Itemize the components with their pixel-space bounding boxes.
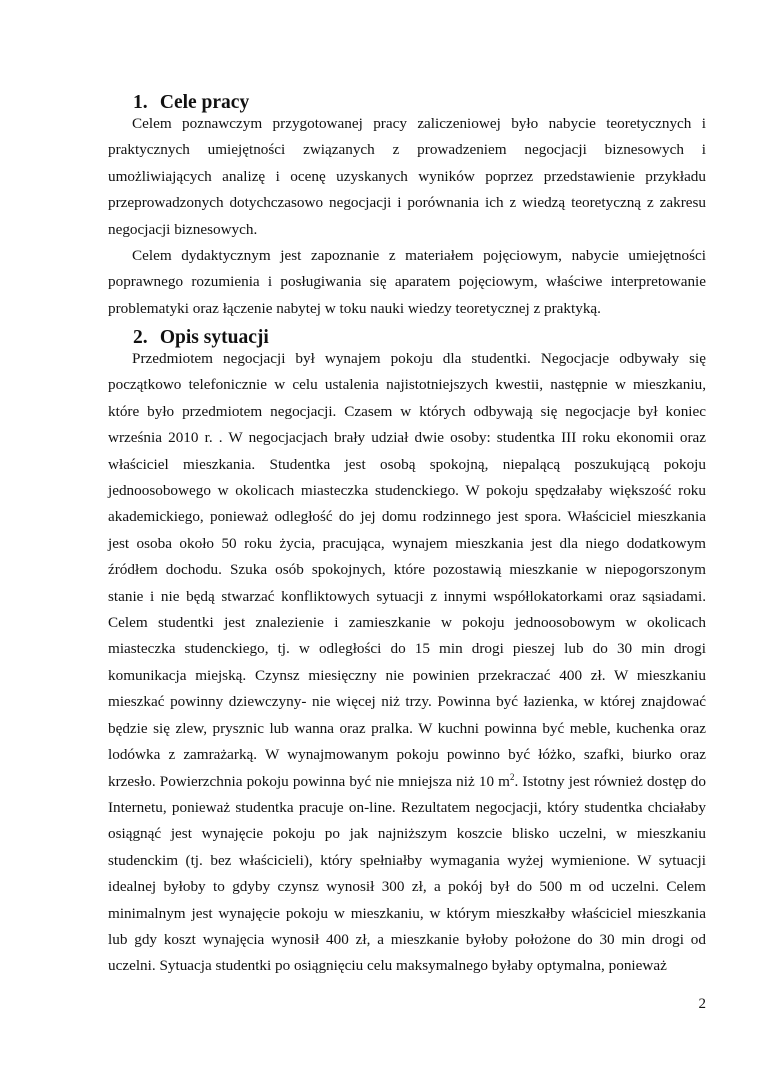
section-number: 2. (133, 327, 148, 348)
paragraph (108, 346, 706, 980)
paragraph: Celem dydaktycznym jest zapoznanie z materiałem pojęciowym, nabycie umiejętności poprawnego rozumienia i posługiwania się aparatem pojęciowym, właściwe interpretowanie problematyki oraz łączenie nabytej w toku nauki wiedzy teoretycznej z praktyką. (108, 247, 706, 317)
section-body-opis-sytuacji (108, 346, 706, 980)
superscript: 2 (510, 771, 515, 782)
section-number: 1. (133, 92, 148, 113)
paragraph: Celem poznawczym przygotowanej pracy zaliczeniowej było nabycie teoretycznych i praktycznych umiejętności związanych z prowadzeniem negocjacji biznesowych i umożliwiających analizę i ocenę uzyskanych wyników poprzez przedstawienie przykładu przeprowadzonych dotychczasowo negocjacji i porównania ich z wiedzą teoretyczną z zakresu negocjacji biznesowych. (108, 115, 706, 238)
section-title: Cele pracy (159, 92, 250, 113)
section-title: Opis sytuacji (159, 327, 269, 348)
paragraph-text: Przedmiotem negocjacji był wynajem pokoju dla studentki. Negocjacje odbywały się początkowo telefonicznie w celu ustalenia najistotniejszych kwestii, następnie w mieszkaniu, które było przedmiotem negocjacji. Czasem w których odbywają się negocjacje był koniec września 2010 r. . W negocjacjach brały udział dwie osoby: studentka III roku ekonomii oraz właściciel mieszkania. Studentka jest osobą spokojną, niepalącą poszukującą pokoju jednoosobowego w okolicach miasteczka studenckiego. W pokoju spędzałaby większość roku akademickiego, ponieważ odległość do jej domu rodzinnego jest spora. Właściciel mieszkania jest osoba około 50 roku życia, pracująca, wynajem mieszkania jest dla niego dodatkowym źródłem dochodu. Szuka osób spokojnych, które pozostawią mieszkanie w niepogorszonym stanie i nie będą stwarzać konfliktowych sytuacji z innymi współlokatorkami oraz sąsiadami. Celem studentki jest znalezienie i zamieszkanie w pokoju jednoosobowym w okolicach miasteczka studenckiego, tj. w odległości do 15 min drogi pieszej lub do 30 min drogi komunikacja miejską. Czynsz miesięczny nie powinien przekraczać 400 zł. W mieszkaniu mieszkać powinny dziewczyny- nie więcej niż trzy. Powinna być łazienka, w której znajdować będzie się zlew, prysznic lub wanna oraz pralka. W kuchni powinna być meble, kuchenka oraz lodówka z zamrażarką. W wynajmowanym pokoju powinno być łóżko, szafki, biurko oraz krzesło. Powierzchnia pokoju powinna być nie mniejsza niż 10 m (108, 350, 706, 790)
page-number: 2 (698, 996, 706, 1012)
paragraph-text: . Istotny jest również dostęp do Internetu, ponieważ studentka pracuje on-line. Rezultatem negocjacji, który studentka chciałaby osiągnąć jest wynajęcie pokoju po jak najniższym koszcie blisko uczelni, w mieszkaniu studenckim (tj. bez właścicieli), który spełniałby wymagania wyżej wymienione. W sytuacji idealnej byłoby to gdyby czynsz wynosił 300 zł, a pokój był do 500 m od uczelni. Celem minimalnym jest wynajęcie pokoju w mieszkaniu, w którym mieszkałby właściciel mieszkania lub gdy koszt wynajęcia wynosił 400 zł, a mieszkanie byłoby położone do 30 min drogi od uczelni. Sytuacja studentki po osiągnięciu celu maksymalnego byłaby optymalna, ponieważ (108, 772, 706, 975)
section-body-cele-pracy (108, 111, 706, 322)
